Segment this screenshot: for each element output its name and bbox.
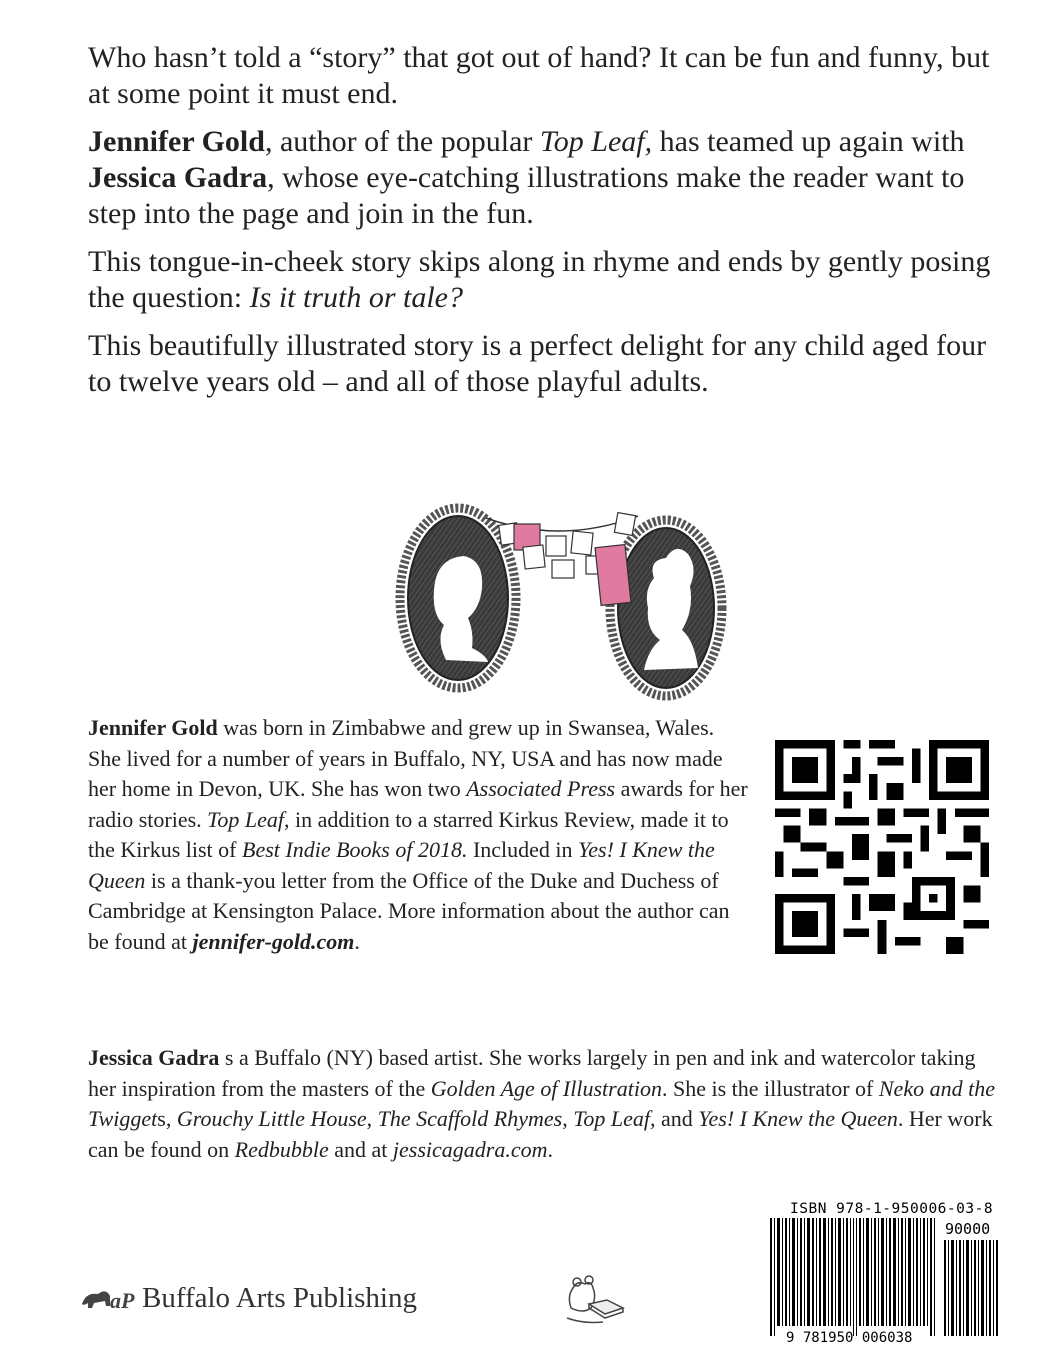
illustrator-website-link[interactable]: jessicagadra.com (392, 1136, 548, 1162)
question-text: Is it truth or tale? (249, 281, 463, 314)
blurb-paragraph-2: Jennifer Gold, author of the popular Top Leaf, has teamed up again with Jessica Gadra, whose eye-catching illustrations make the reader want to step into the page and join in the fun. (88, 125, 965, 230)
author-website-link[interactable]: jennifer-gold.com (192, 928, 355, 954)
back-cover-blurb (88, 40, 1000, 412)
illustrator-name: Jessica Gadra (88, 161, 268, 194)
buffalo-logo-icon (80, 1282, 136, 1314)
publisher-name: Buffalo Arts Publishing (142, 1281, 417, 1314)
blurb-paragraph-1: Who hasn’t told a “story” that got out of hand? It can be fun and funny, but at some point it must end. (88, 41, 990, 110)
illustrator-bio: Jessica Gadra s a Buffalo (NY) based artist. She works largely in pen and ink and watercolor taking her inspiration from the masters of the Golden Age of Illustration. She is the illustrator of Neko and the Twiggets, Grouchy Little House, The Scaffold Rhymes, Top Leaf, and Yes! I Knew the Queen. Her work can be found on Redbubble and at jessicagadra.com. (88, 1045, 995, 1162)
illustrator-bio-name: Jessica Gadra (88, 1045, 220, 1070)
hanging-cards (499, 513, 636, 606)
book-title-top-leaf: Top Leaf, (539, 125, 653, 158)
author-bio-name: Jennifer Gold (88, 715, 218, 740)
price-code: 90000 (945, 1220, 991, 1238)
cameo-illustration (376, 490, 736, 705)
author-bio: Jennifer Gold was born in Zimbabwe and grew up in Swansea, Wales. She lived for a number of years in Buffalo, NY, USA and has now made her home in Devon, UK. She has won two Associated Press awards for her radio stories. Top Leaf, in addition to a starred Kirkus Review, made it to the Kirkus list of Best Indie Books of 2018. Included in Yes! I Knew the Queen is a thank-you letter from the Office of the Duke and Duchess of Cambridge at Kensington Palace. More information about the author can be found at jennifer-gold.com. (88, 715, 748, 954)
barcode-digits: 9 781950 006038 (786, 1330, 913, 1346)
publisher-logo-text: aP (110, 1288, 135, 1313)
right-cameo-frame (610, 520, 722, 696)
mouse-reading-icon (563, 1268, 629, 1328)
blurb-paragraph-4: This beautifully illustrated story is a perfect delight for any child aged four to twelve years old – and all of those playful adults. (88, 329, 987, 398)
isbn-label: ISBN 978-1-950006-03-8 (790, 1201, 994, 1217)
left-cameo-frame (400, 508, 516, 688)
blurb-paragraph-3: This tongue-in-cheek story skips along in rhyme and ends by gently posing the question: Is it truth or tale? (88, 245, 991, 314)
author-name: Jennifer Gold (88, 125, 265, 158)
qr-code[interactable] (775, 740, 989, 954)
publisher-logo (80, 1278, 417, 1318)
